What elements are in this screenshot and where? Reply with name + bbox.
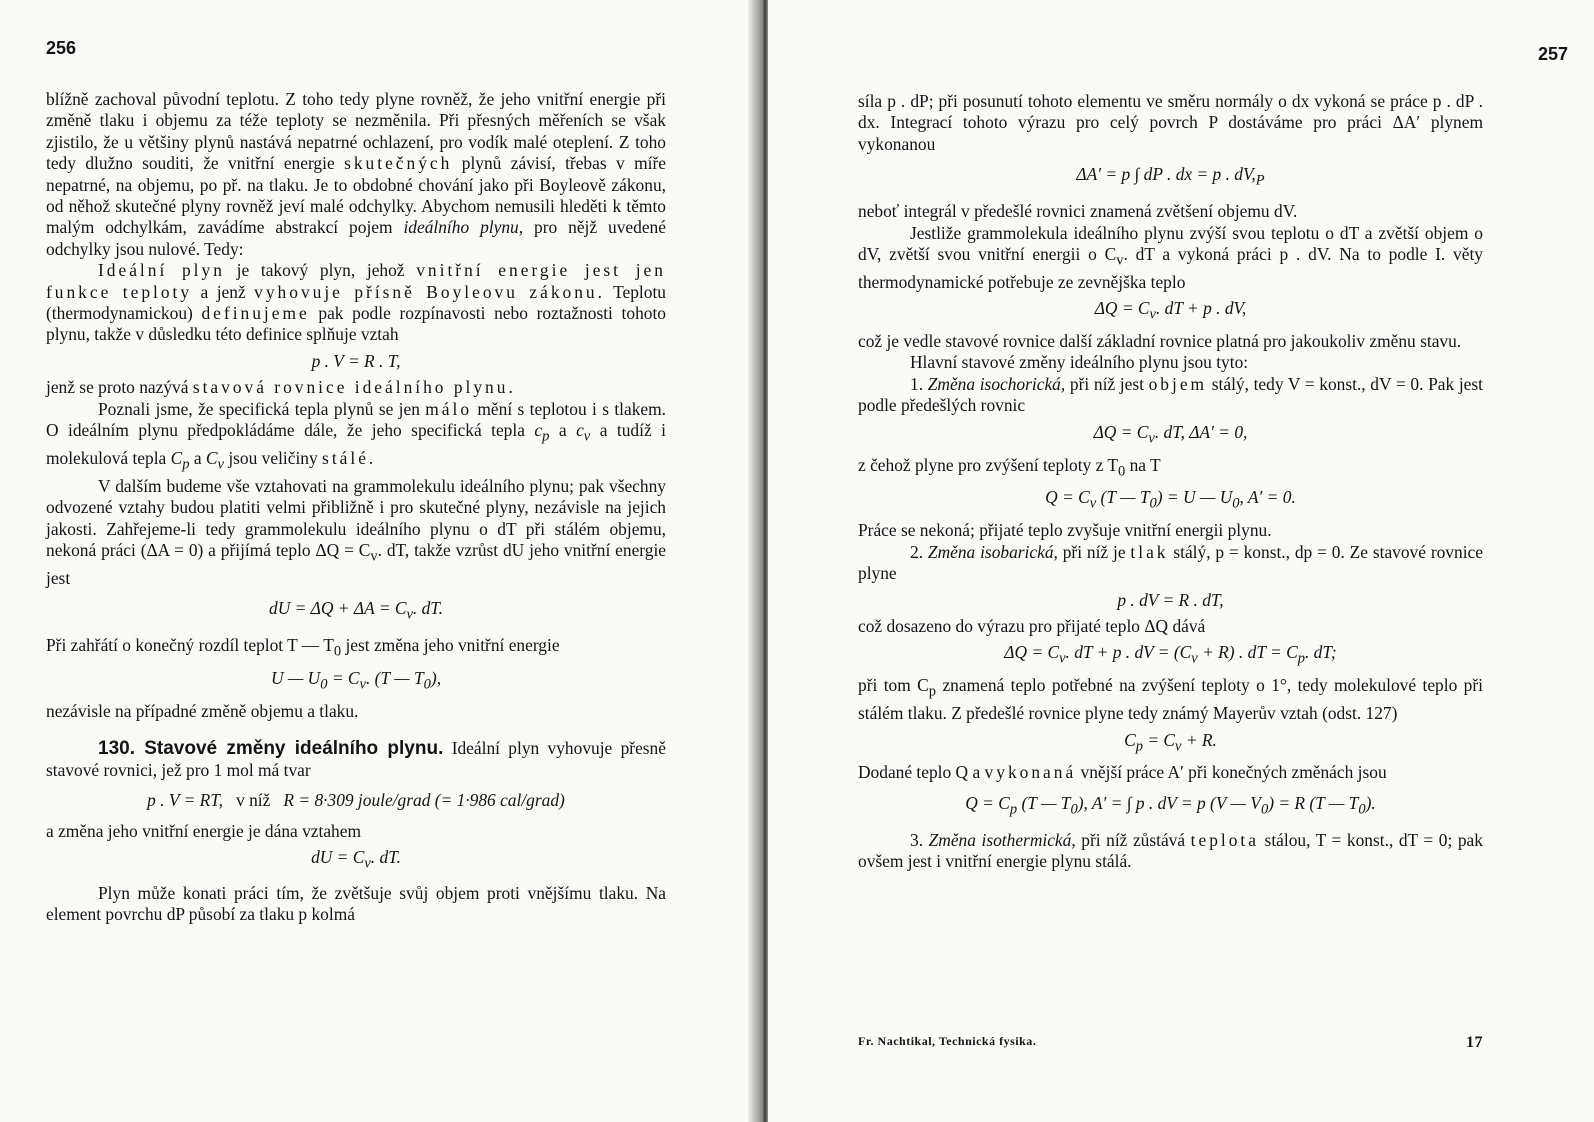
equation: dU = $C_v$. dT. — [311, 847, 401, 872]
paragraph: V dalším budeme vše vztahovati na grammolekulu ideálního plynu; pak všechny odvozené vztahy budou platiti velmi přibližně i pro skutečné plyny, nezávisle na jejich jakosti. Zahřejeme-li tedy grammolekulu ideálního plynu o dT při stálém objemu, nekoná práci (ΔA = 0) a přijímá teplo $\Delta Q = C_v$. dT, takže vzrůst dU jeho vnitřní energie jest — [46, 475, 667, 588]
footer-author: Fr. Nachtikal, Technická fysika. — [858, 1034, 1037, 1048]
equation: p . V = RT, v níž R = 8·309 joule/grad (= 1·986 cal/grad) — [147, 790, 565, 811]
equation: $\Delta Q = C_v$. dT + p . dV = $(C_v + R)$ . dT = $C_p$. dT; — [1004, 642, 1337, 667]
paragraph: Dodané teplo Q a vykonaná vnější práce A′ při konečných změnách jsou — [858, 762, 1387, 783]
paragraph: a změna jeho vnitřní energie je dána vztahem — [46, 820, 361, 841]
paragraph: jenž se proto nazývá stavová rovnice ideálního plynu. — [46, 377, 516, 398]
right-page-body — [858, 91, 1483, 872]
equation: $\Delta Q = C_v$. dT, ΔA′ = 0, — [1093, 421, 1248, 447]
page-number-right: 257 — [1537, 44, 1568, 64]
section-130: 130. Stavové změny ideálního plynu. Ideální plyn vyhovuje přesně stavové rovnici, jež pro 1 mol má tvar — [46, 738, 666, 780]
equation: $C_p = C_v + R$. — [1124, 729, 1217, 754]
equation: ΔA′ = p ∫ dP . dx = p . $dV,_P$ — [1076, 164, 1265, 189]
section-heading: 130. Stavové změny ideálního plynu. — [98, 738, 444, 760]
paragraph: což je vedle stavové rovnice další základní rovnice platná pro jakoukoliv změnu stavu. — [858, 331, 1462, 352]
equation: $Q = C_v$ (T — $T_0) = U$ — $U_0$, A′ = 0. — [1045, 487, 1296, 512]
paragraph: z čehož plyne pro zvýšení teploty z $T_0$ na T — [858, 454, 1161, 480]
paragraph: nezávisle na případné změně objemu a tlaku. — [46, 700, 359, 721]
equation: p . V = R . T, — [311, 350, 401, 371]
definition-paragraph: Ideální plyn je takový plyn, jehož vnitřní energie jest jen funkce teploty a jenž vyhovuje přísně Boyleovu zákonu. Teplotu (thermodynamickou) definujeme pak podle rozpínavosti nebo roztažnosti tohoto plynu, takže v důsledku této definice splňuje vztah — [46, 260, 666, 345]
equation: p . dV = R . dT, — [1117, 589, 1224, 610]
paragraph: síla p . dP; při posunutí tohoto elementu ve směru normály o dx vykoná se práce p . dP . dx. Integrací tohoto výrazu pro celý povrch P dostáváme pro práci ΔA′ plynem vykonanou — [858, 91, 1483, 154]
isobaric-paragraph: 2. Změna isobarická, při níž je tlak stálý, p = konst., dp = 0. Ze stavové rovnice plyne — [858, 541, 1483, 584]
footer-sheet-number: 17 — [1466, 1034, 1483, 1051]
paragraph: Poznali jsme, že specifická tepla plynů se jen málo mění s teplotou i s tlakem. O ideálním plynu předpokládáme dále, že jeho specifická tepla $c_p$ a $c_v$ a tudíž i molekulová tepla $C_p$ a $C_v$ jsou veličiny stálé. — [46, 398, 666, 473]
paragraph: Jestliže grammolekula ideálního plynu zvýší svou teplotu o dT a zvětší objem o dV, zvětší svou vnitřní energii o $C_v$. dT a vykoná práci p . dV. Na to podle I. věty thermodynamické potřebuje ze zevnějška teplo — [858, 222, 1484, 292]
paragraph: Plyn může konati práci tím, že zvětšuje svůj objem proti vnějšímu tlaku. Na element povrchu dP působí za tlaku p kolmá — [46, 882, 666, 925]
paragraph: Práce se nekoná; přijaté teplo zvyšuje vnitřní energii plynu. — [858, 520, 1272, 541]
equation: $Q = C_p$ (T — $T_0$), A′ = ∫ p . dV = p (V — $V_0) = R$ (T — $T_0$). — [965, 792, 1376, 818]
equation: U — $U_0 = C_v$. (T — $T_0$), — [270, 668, 442, 693]
isothermal-paragraph: 3. Změna isothermická, při níž zůstává teplota stálou, T = konst., dT = 0; pak ovšem jest i vnitřní energie plynu stálá. — [858, 829, 1483, 872]
paragraph: Hlavní stavové změny ideálního plynu jsou tyto: — [910, 352, 1249, 373]
page-footer — [858, 1034, 1483, 1052]
left-page — [0, 0, 762, 1122]
page-number-left: 256 — [46, 38, 77, 58]
isochoric-paragraph: 1. Změna isochorická, při níž jest objem stálý, tedy V = konst., dV = 0. Pak jest podle předešlých rovnic — [858, 373, 1483, 416]
equation: $\Delta Q = C_v$. dT + p . dV, — [1094, 298, 1247, 323]
paragraph: Při zahřátí o konečný rozdíl teplot T — $T_0$ jest změna jeho vnitřní energie — [46, 635, 560, 660]
left-page-body — [46, 89, 666, 926]
paragraph: blížně zachoval původní teplotu. Z toho tedy plyne rovněž, že jeho vnitřní energie při změně tlaku i objemu za téže teploty se nezměnila. Při přesných měřeních se však zjistilo, že u většiny plynů nastává nepatrné ochlazení, pro vodík malé oteplení. Z toho tedy dlužno souditi, že vnitřní energie skutečných plynů závisí, třebas v míře nepatrné, na objemu, po př. na tlaku. Je to obdobné chování jako při Boyleově zákonu, od něhož skutečné plyny rovněž jeví malé odchylky. Abychom nemusili hleděti k těmto malým odchylkám, zavádíme abstrakcí pojem ideálního plynu, pro nějž uvedené odchylky jsou nulové. Tedy: — [46, 89, 666, 259]
right-page — [768, 0, 1594, 1122]
paragraph: při tom $C_p$ znamená teplo potřebné na zvýšení teploty o 1°, tedy molekulové teplo při stálém tlaku. Z předešlé rovnice plyne tedy známý Mayerův vztah (odst. 127) — [858, 675, 1483, 724]
equation: dU = $\Delta Q + \Delta A = C_v$. dT. — [269, 598, 443, 623]
paragraph: což dosazeno do výrazu pro přijaté teplo ΔQ dává — [858, 615, 1206, 636]
paragraph: neboť integrál v předešlé rovnici znamená zvětšení objemu dV. — [858, 201, 1298, 222]
